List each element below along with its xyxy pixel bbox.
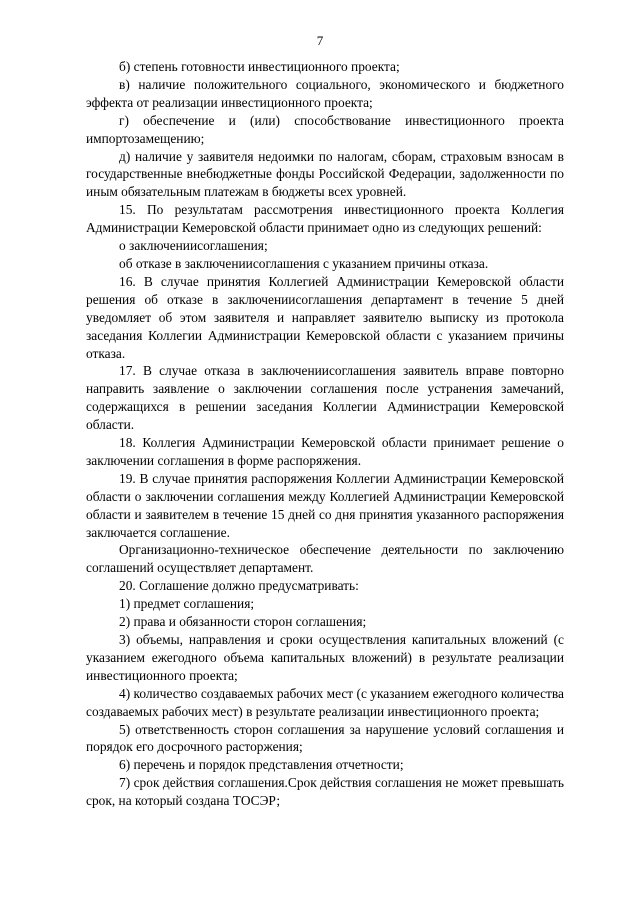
list-item-3: 3) объемы, направления и сроки осуществления капитальных вложений (с указанием ежегодного объема капитальных вложений) в результате реализации инвестиционного проекта;: [86, 632, 564, 683]
paragraph-import-substitution: г) обеспечение и (или) способствование инвестиционного проекта импортозамещению;: [86, 112, 564, 146]
list-item-5: 5) ответственность сторон соглашения за нарушение условий соглашения и порядок его досрочного расторжения;: [86, 721, 564, 755]
list-item-7: 7) срок действия соглашения.Срок действия соглашения не может превышать срок, на который создана ТОСЭР;: [86, 775, 564, 809]
paragraph-17: 17. В случае отказа в заключениисоглашения заявитель вправе повторно направить заявление о заключении соглашения после устранения замечаний, содержащихся в решении заседания Коллегии Администрации Кемеровской области.: [86, 363, 564, 433]
document-body: [86, 58, 564, 810]
list-item-2: 2) права и обязанности сторон соглашения;: [119, 614, 367, 630]
paragraph-decision-refuse: об отказе в заключениисоглашения с указанием причины отказа.: [119, 255, 489, 271]
paragraph-18: 18. Коллегия Администрации Кемеровской области принимает решение о заключении соглашения в форме распоряжения.: [86, 435, 564, 468]
paragraph-effect: в) наличие положительного социального, экономического и бюджетного эффекта от реализации инвестиционного проекта;: [86, 76, 564, 110]
list-item-4: 4) количество создаваемых рабочих мест (с указанием ежегодного количества создаваемых рабочих мест) в результате реализации инвестиционного проекта;: [86, 685, 564, 719]
paragraph-16: 16. В случае принятия Коллегией Администрации Кемеровской области решения об отказе в заключениисоглашения департамент в течение 5 дней уведомляет об этом заявителя и направляет заявителю выписку из протокола заседания Коллегии Администрации Кемеровской области с указанием причины отказа.: [86, 273, 564, 361]
page-number: 7: [316, 33, 324, 48]
paragraph-decision-conclude: о заключениисоглашения;: [119, 238, 268, 254]
list-item-6: 6) перечень и порядок представления отчетности;: [119, 757, 404, 773]
paragraph-15: 15. По результатам рассмотрения инвестиционного проекта Коллегия Администрации Кемеровской области принимает одно из следующих решений:: [86, 202, 564, 236]
paragraph-arrears: д) наличие у заявителя недоимки по налогам, сборам, страховым взносам в государственные внебюджетные фонды Российской Федерации, задолженности по иным обязательным платежам в бюджеты всех уровней.: [86, 148, 564, 200]
paragraph-20: 20. Соглашение должно предусматривать:: [119, 578, 359, 594]
list-item-1: 1) предмет соглашения;: [119, 596, 255, 612]
paragraph-19: 19. В случае принятия распоряжения Коллегии Администрации Кемеровской области о заключении соглашения между Коллегией Администрации Кемеровской области и заявителем в течение 15 дней со дня принятия указанного распоряжения заключается соглашение.: [86, 470, 564, 540]
paragraph-readiness: б) степень готовности инвестиционного проекта;: [119, 59, 400, 74]
paragraph-organizational-support: Организационно-техническое обеспечение деятельности по заключению соглашений осуществляет департамент.: [86, 542, 564, 576]
